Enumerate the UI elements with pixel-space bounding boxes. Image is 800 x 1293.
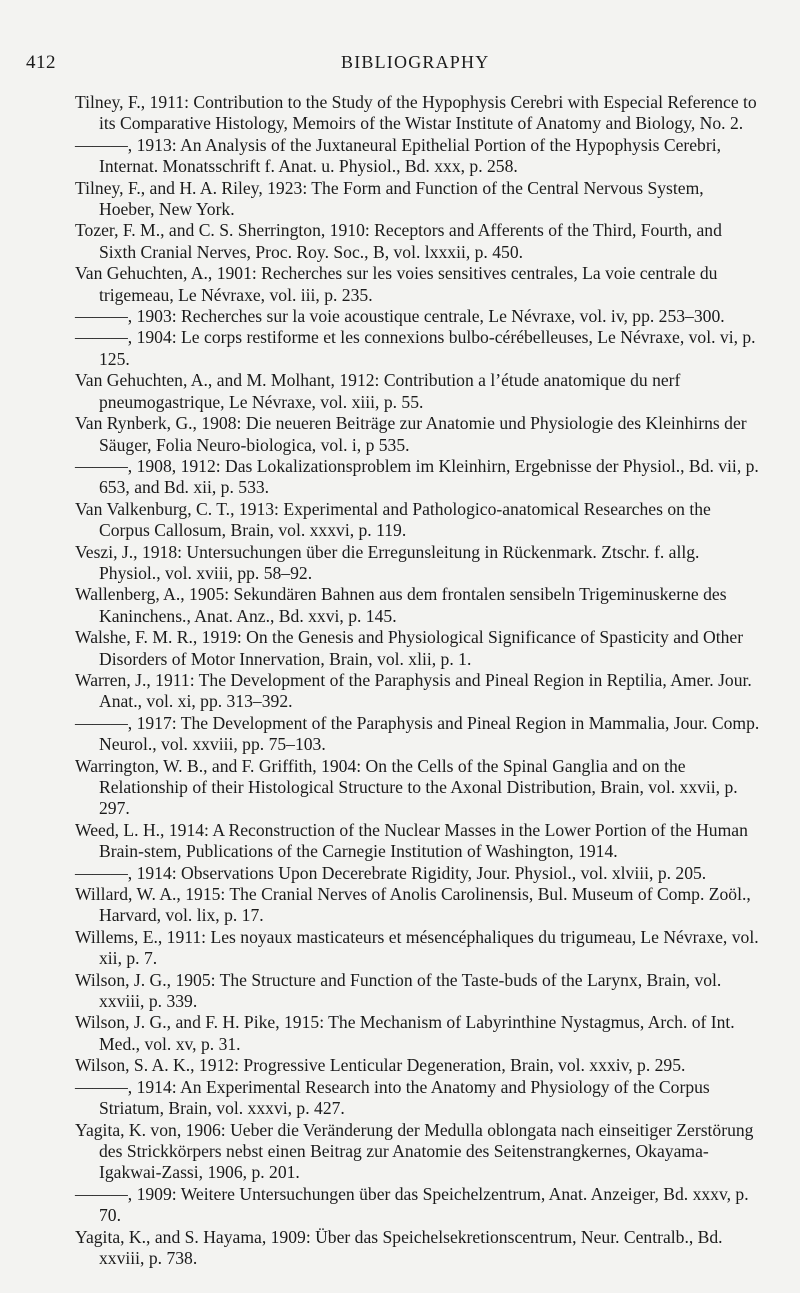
bibliography-entry: Willems, E., 1911: Les noyaux masticateurs et mésencéphaliques du trigumeau, Le Névraxe, vol. xii, p. 7. [75, 926, 759, 969]
bibliography-entry: Tozer, F. M., and C. S. Sherrington, 1910: Receptors and Afferents of the Third, Fourth, and Sixth Cranial Nerves, Proc. Roy. Soc., B, vol. lxxxii, p. 450. [75, 220, 722, 262]
bibliography-entry: Walshe, F. M. R., 1919: On the Genesis and Physiological Significance of Spasticity and Other Disorders of Motor Innervation, Brain, vol. xlii, p. 1. [75, 627, 744, 669]
running-head: BIBLIOGRAPHY [341, 52, 490, 72]
bibliography-entry: Tilney, F., 1911: Contribution to the Study of the Hypophysis Cerebri with Especial Reference to its Comparative Histology, Memoirs of the Wistar Institute of Anatomy and Biology, No. 2. [75, 92, 757, 134]
bibliography-entry: Yagita, K., and S. Hayama, 1909: Über das Speichelsekretionscentrum, Neur. Centralb., Bd. xxviii, p. 738. [75, 1226, 723, 1268]
bibliography-entry: Willard, W. A., 1915: The Cranial Nerves of Anolis Carolinensis, Bul. Museum of Comp. Zoöl., Harvard, vol. lix, p. 17. [75, 884, 751, 926]
bibliography-entry: ———, 1909: Weitere Untersuchungen über das Speichelzentrum, Anat. Anzeiger, Bd. xxxv, p. 70. [75, 1183, 749, 1226]
bibliography-entry: ———, 1914: An Experimental Research into the Anatomy and Physiology of the Corpus Striatum, Brain, vol. xxxvi, p. 427. [75, 1076, 710, 1119]
bibliography-entry: Van Valkenburg, C. T., 1913: Experimental and Pathologico-anatomical Researches on the Corpus Callosum, Brain, vol. xxxvi, p. 119. [75, 498, 711, 541]
bibliography-entry: ———, 1917: The Development of the Paraphysis and Pineal Region in Mammalia, Jour. Comp. Neurol., vol. xxviii, pp. 75–103. [75, 712, 760, 755]
bibliography-entry: Van Rynberk, G., 1908: Die neueren Beiträge zur Anatomie und Physiologie des Kleinhirns der Säuger, Folia Neuro-biologica, vol. i, p 535. [75, 413, 747, 455]
bibliography-entry: Wilson, S. A. K., 1912: Progressive Lenticular Degeneration, Brain, vol. xxxiv, p. 295. [75, 1055, 686, 1076]
bibliography-entry: Van Gehuchten, A., 1901: Recherches sur les voies sensitives centrales, La voie centrale du trigemeau, Le Névraxe, vol. iii, p. 235. [75, 263, 718, 305]
page-header [26, 52, 726, 76]
bibliography-entry: ———, 1908, 1912: Das Lokalizationsproblem im Kleinhirn, Ergebnisse der Physiol., Bd. vii, p. 653, and Bd. xii, p. 533. [75, 455, 759, 498]
bibliography-entry: ———, 1913: An Analysis of the Juxtaneural Epithelial Portion of the Hypophysis Cerebri, Internat. Monatsschrift f. Anat. u. Physiol., Bd. xxx, p. 258. [75, 134, 722, 177]
bibliography-entry: ———, 1904: Le corps restiforme et les connexions bulbo-cérébelleuses, Le Névraxe, vol. vi, p. 125. [75, 327, 756, 369]
page-number: 412 [26, 52, 56, 73]
bibliography-entry: Yagita, K. von, 1906: Ueber die Veränderung der Medulla oblongata nach einseitiger Zerstörung des Strickkörpers nebst einen Beitrag zur Anatomie des Seitenstrangkernes, Okayama-Igakwai-Zassi, 1906, p. 201. [75, 1119, 754, 1183]
bibliography-entry: Veszi, J., 1918: Untersuchungen über die Erregunsleitung in Rückenmark. Ztschr. f. allg. Physiol., vol. xviii, pp. 58–92. [75, 541, 700, 583]
bibliography-list [75, 92, 760, 1269]
bibliography-entry: ———, 1914: Observations Upon Decerebrate Rigidity, Jour. Physiol., vol. xlviii, p. 205. [75, 862, 707, 883]
bibliography-entry: Wilson, J. G., and F. H. Pike, 1915: The Mechanism of Labyrinthine Nystagmus, Arch. of Int. Med., vol. xv, p. 31. [75, 1012, 735, 1054]
bibliography-entry: Wallenberg, A., 1905: Sekundären Bahnen aus dem frontalen sensibeln Trigeminuskerne des Kaninchens., Anat. Anz., Bd. xxvi, p. 145. [75, 584, 727, 626]
bibliography-entry: Warren, J., 1911: The Development of the Paraphysis and Pineal Region in Reptilia, Amer. Jour. Anat., vol. xi, pp. 313–392. [75, 669, 752, 712]
bibliography-entry: ———, 1903: Recherches sur la voie acoustique centrale, Le Névraxe, vol. iv, pp. 253–300. [75, 306, 725, 327]
bibliography-entry: Tilney, F., and H. A. Riley, 1923: The Form and Function of the Central Nervous System, Hoeber, New York. [75, 177, 704, 220]
bibliography-entry: Wilson, J. G., 1905: The Structure and Function of the Taste-buds of the Larynx, Brain, vol. xxviii, p. 339. [75, 969, 722, 1012]
bibliography-entry: Van Gehuchten, A., and M. Molhant, 1912: Contribution a l’étude anatomique du nerf pneumogastrique, Le Névraxe, vol. xiii, p. 55. [75, 370, 681, 412]
bibliography-entry: Weed, L. H., 1914: A Reconstruction of the Nuclear Masses in the Lower Portion of the Human Brain-stem, Publications of the Carnegie Institution of Washington, 1914. [75, 819, 748, 862]
bibliography-entry: Warrington, W. B., and F. Griffith, 1904: On the Cells of the Spinal Ganglia and on the Relationship of their Histological Structure to the Axonal Distribution, Brain, vol. xxvii, p. 297. [75, 755, 738, 819]
